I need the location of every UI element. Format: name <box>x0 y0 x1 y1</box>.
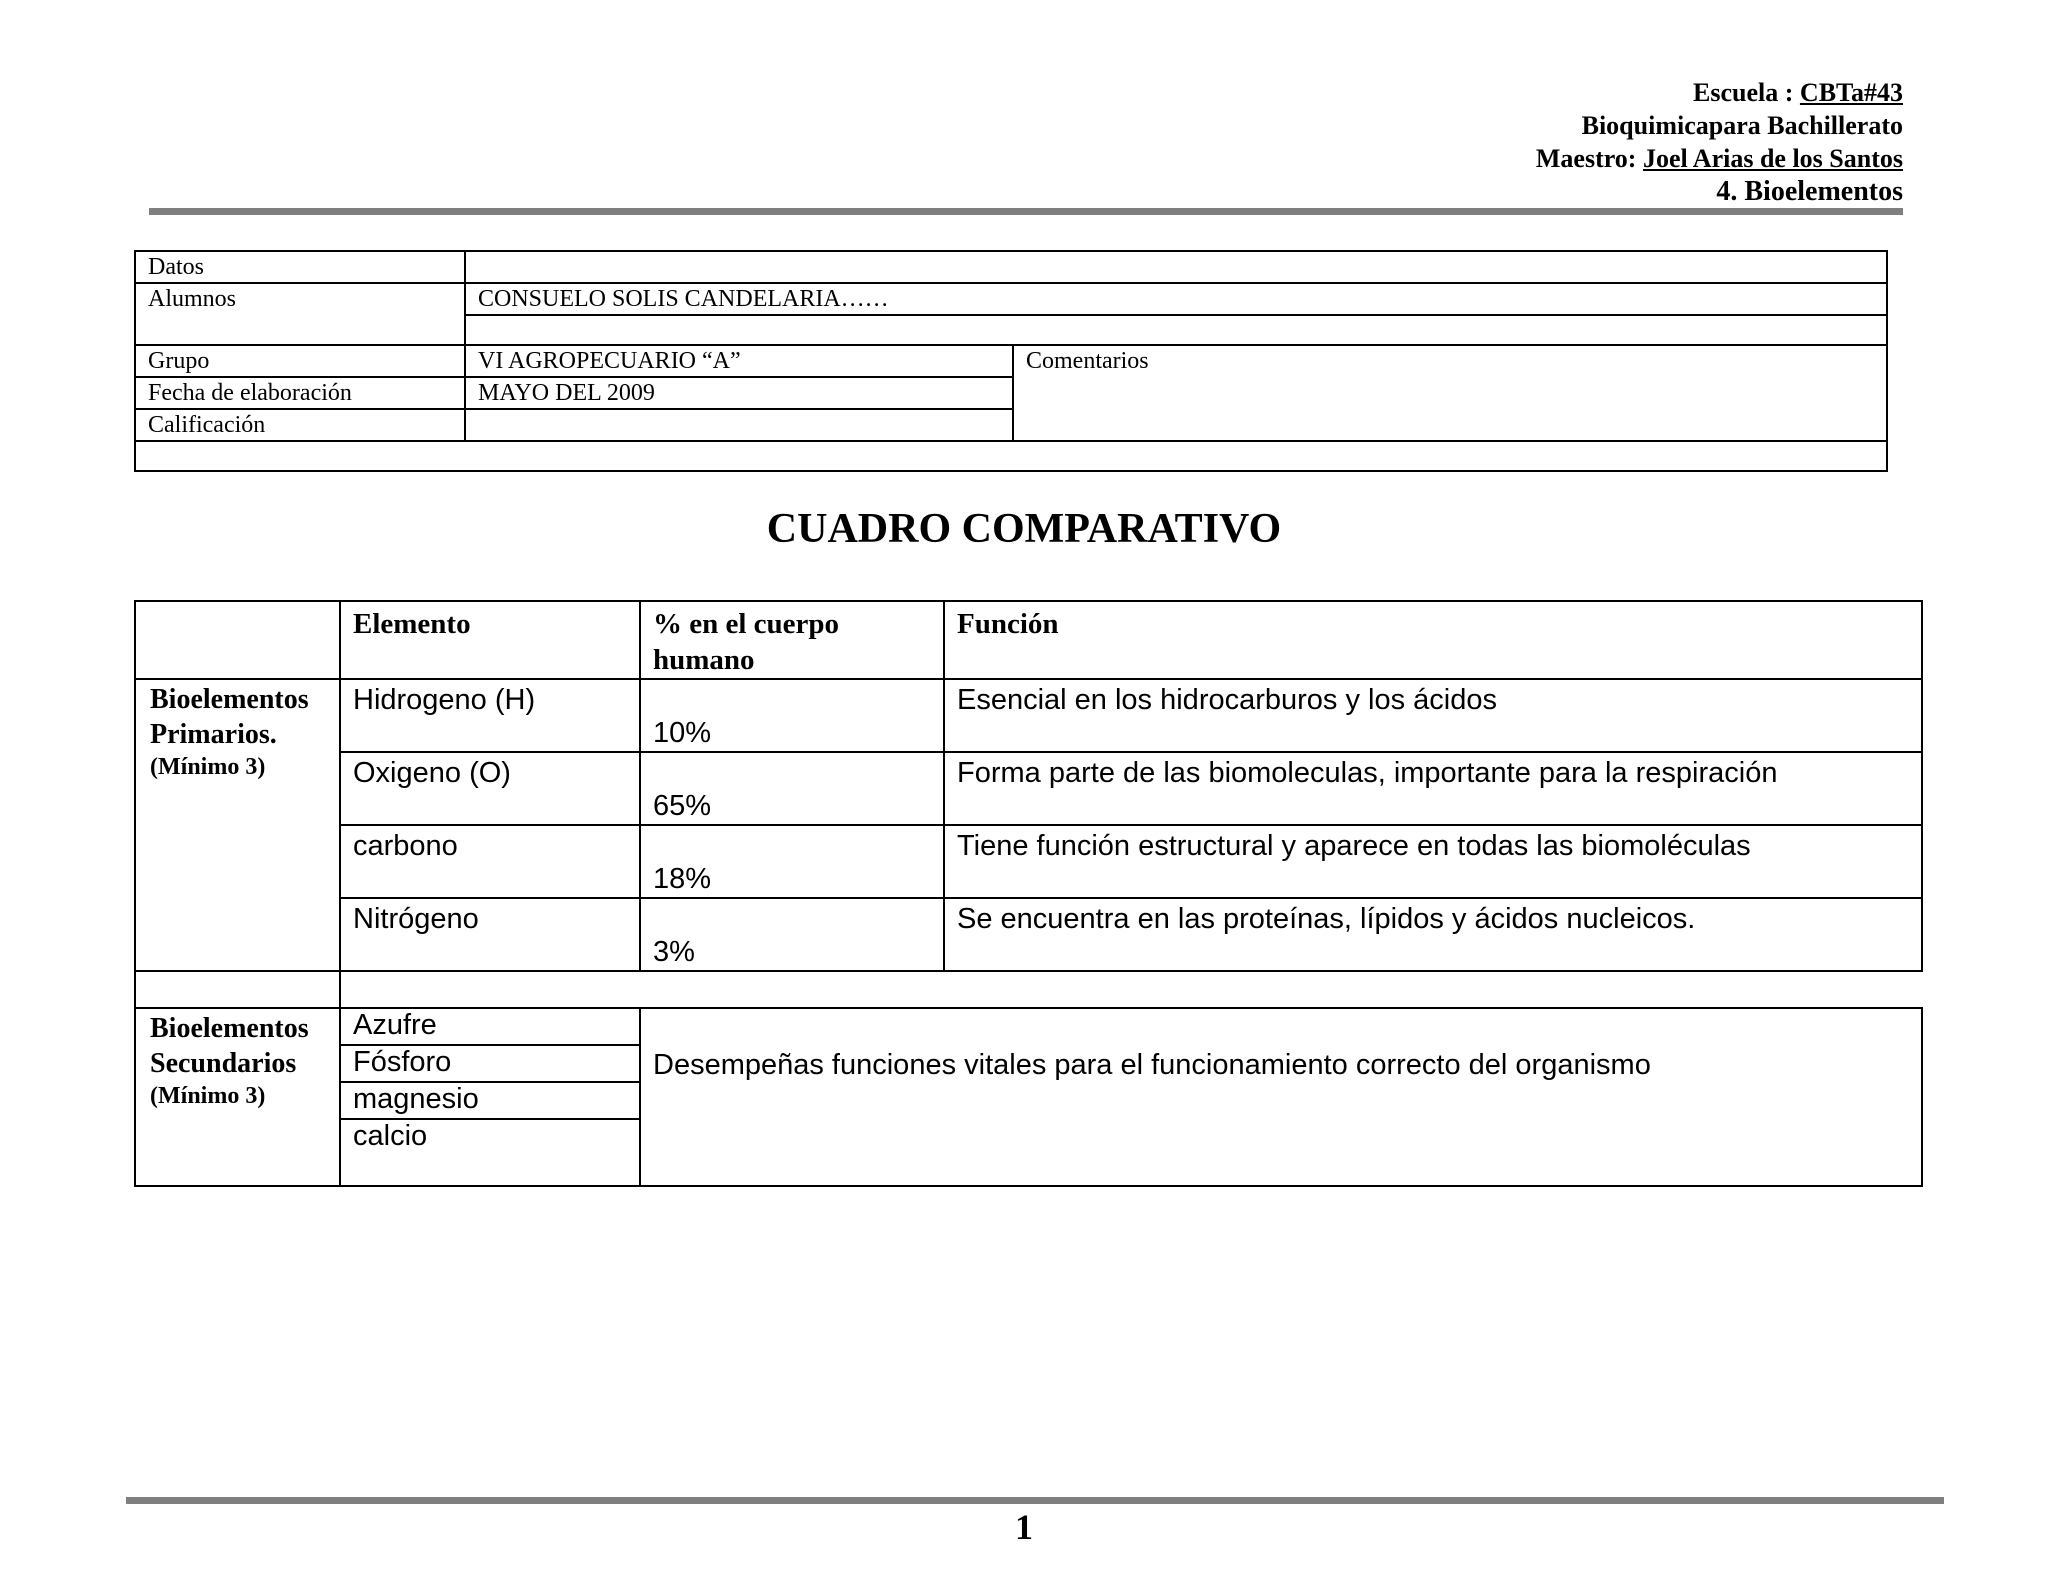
page-title: CUADRO COMPARATIVO <box>766 506 1282 552</box>
secundario-elemento: magnesio <box>340 1082 640 1119</box>
school-label: Escuela : <box>1693 78 1800 107</box>
grupo-label: Grupo <box>135 345 465 377</box>
secundarios-label-line1: Bioelementos <box>150 1013 309 1044</box>
alumnos-value: CONSUELO SOLIS CANDELARIA…… <box>465 283 1887 315</box>
calificacion-label: Calificación <box>135 409 465 441</box>
alumnos-label: Alumnos <box>135 283 465 345</box>
topic-line: 4. Bioelementos <box>1716 176 1903 207</box>
separator-right-cell <box>340 971 1922 1008</box>
course-line: Bioquimicapara Bachillerato <box>1581 111 1903 140</box>
comentarios-label: Comentarios <box>1013 345 1887 441</box>
primario-elemento: carbono <box>340 825 640 898</box>
secundario-elemento: calcio <box>340 1119 640 1186</box>
primario-porcentaje: 65% <box>640 752 944 825</box>
primario-funcion: Esencial en los hidrocarburos y los ácidos <box>944 679 1922 752</box>
school-line <box>1536 76 1903 109</box>
primarios-label-line1: Bioelementos <box>150 684 309 715</box>
header-elemento: Elemento <box>340 601 640 679</box>
primarios-label <box>135 679 340 971</box>
primario-elemento: Oxigeno (O) <box>340 752 640 825</box>
secundarios-label <box>135 1008 340 1186</box>
primario-porcentaje: 18% <box>640 825 944 898</box>
primario-elemento: Hidrogeno (H) <box>340 679 640 752</box>
primarios-label-line3: (Mínimo 3) <box>150 754 266 780</box>
datos-value <box>465 251 1887 283</box>
datos-label: Datos <box>135 251 465 283</box>
secundarios-funcion: Desempeñas funciones vitales para el funcionamiento correcto del organismo <box>640 1008 1922 1186</box>
primarios-label-line2: Primarios. <box>150 719 277 750</box>
secundarios-label-line3: (Mínimo 3) <box>150 1083 266 1109</box>
fecha-value: MAYO DEL 2009 <box>465 377 1013 409</box>
teacher-line <box>1536 142 1903 175</box>
teacher-label: Maestro: <box>1535 144 1643 173</box>
teacher-value: Joel Arias de los Santos <box>1642 144 1903 173</box>
secundario-elemento: Azufre <box>340 1008 640 1045</box>
student-data-table <box>134 250 1888 472</box>
document-header <box>1536 76 1903 208</box>
header-funcion: Función <box>944 601 1922 679</box>
alumnos-extra-value <box>465 315 1887 345</box>
separator-left-cell <box>135 971 340 1008</box>
header-porcentaje: % en el cuerpo humano <box>640 601 944 679</box>
footer-rule <box>126 1497 1944 1504</box>
school-value: CBTa#43 <box>1799 78 1903 107</box>
secundarios-label-line2: Secundarios <box>150 1048 297 1079</box>
primario-porcentaje: 3% <box>640 898 944 971</box>
page-number: 1 <box>1015 1507 1033 1547</box>
calificacion-value <box>465 409 1013 441</box>
primario-funcion: Forma parte de las biomoleculas, importante para la respiración <box>944 752 1922 825</box>
secundario-elemento: Fósforo <box>340 1045 640 1082</box>
primario-funcion: Se encuentra en las proteínas, lípidos y ácidos nucleicos. <box>944 898 1922 971</box>
header-rule <box>149 208 1903 215</box>
primario-elemento: Nitrógeno <box>340 898 640 971</box>
grupo-value: VI AGROPECUARIO “A” <box>465 345 1013 377</box>
primario-funcion: Tiene función estructural y aparece en todas las biomoléculas <box>944 825 1922 898</box>
primario-porcentaje: 10% <box>640 679 944 752</box>
fecha-label: Fecha de elaboración <box>135 377 465 409</box>
comparison-table <box>134 600 1923 1187</box>
header-empty-cell <box>135 601 340 679</box>
datos-footer-row <box>135 441 1887 471</box>
